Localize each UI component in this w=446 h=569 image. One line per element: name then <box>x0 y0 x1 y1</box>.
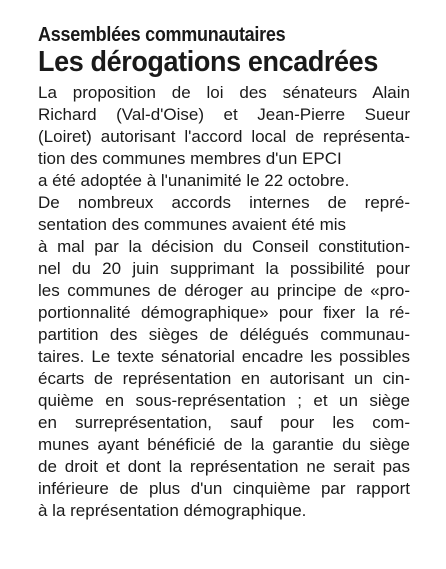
body-line: à mal par la décision du Conseil constitution- <box>38 237 410 256</box>
body-line: taires. Le texte sénatorial encadre les possibles <box>38 347 410 366</box>
body-line: quième en sous-représentation ; et un siège <box>38 391 410 410</box>
body-line: sentation des communes avaient été mis <box>38 215 347 234</box>
article <box>38 24 410 522</box>
body-line: (Loiret) autorisant l'accord local de représenta- <box>38 127 410 146</box>
body-line: portionnalité démographique» pour fixer la ré- <box>38 303 410 322</box>
body-line: Richard (Val-d'Oise) et Jean-Pierre Sueur <box>38 105 410 124</box>
body-line: tion des communes membres d'un EPCI <box>38 149 342 168</box>
article-headline: Les dérogations encadrées <box>38 46 378 78</box>
body-line: partition des sièges de délégués communau- <box>38 325 410 344</box>
body-line: à la représentation démographique. <box>38 501 307 520</box>
body-line: De nombreux accords internes de repré- <box>38 193 410 212</box>
body-line: munes ayant bénéficié de la garantie du siège <box>38 435 410 454</box>
body-line: La proposition de loi des sénateurs Alain <box>38 83 410 102</box>
body-line: de droit et dont la représentation ne serait pas <box>38 457 410 476</box>
article-body <box>38 82 410 522</box>
body-line: nel du 20 juin supprimant la possibilité pour <box>38 259 410 278</box>
body-line: écarts de représentation en autorisant un cin- <box>38 369 410 388</box>
article-kicker: Assemblées communautaires <box>38 24 286 46</box>
body-line: les communes de déroger au principe de «pro- <box>38 281 410 300</box>
body-line: inférieure de plus d'un cinquième par rapport <box>38 479 410 498</box>
body-line: en surreprésentation, sauf pour les com- <box>38 413 410 432</box>
body-line: a été adoptée à l'unanimité le 22 octobre. <box>38 171 350 190</box>
